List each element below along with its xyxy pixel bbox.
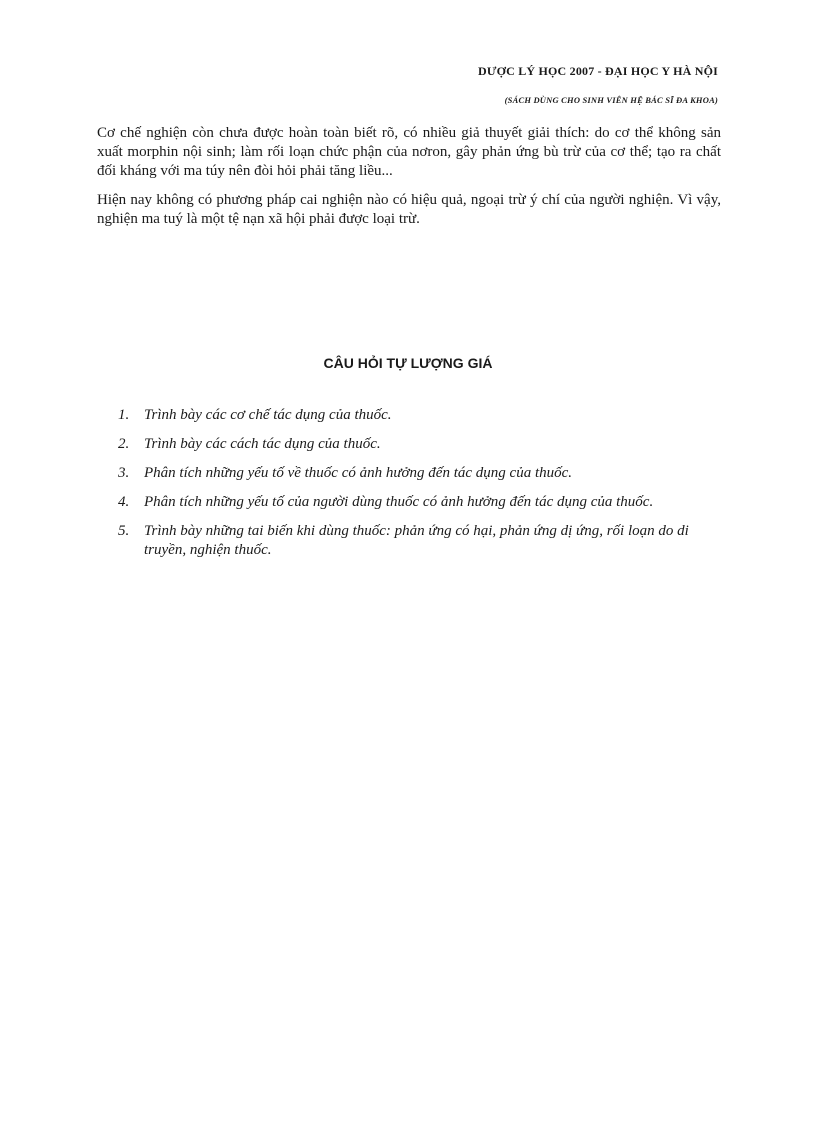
- list-item: [118, 522, 722, 560]
- header-title: DƯỢC LÝ HỌC 2007 - ĐẠI HỌC Y HÀ NỘI: [478, 64, 718, 78]
- list-item: [118, 406, 722, 425]
- list-item: [118, 464, 722, 483]
- question-number: 3.: [118, 465, 130, 481]
- question-number: 4.: [118, 494, 130, 510]
- question-list: [118, 406, 722, 570]
- question-number: 5.: [118, 523, 130, 539]
- question-text: Trình bày các cách tác dụng của thuốc.: [144, 436, 381, 452]
- page-header: [478, 64, 718, 105]
- question-text: Phân tích những yếu tố của người dùng thuốc có ảnh hưởng đến tác dụng của thuốc.: [144, 494, 654, 510]
- question-text: Trình bày các cơ chế tác dụng của thuốc.: [144, 407, 392, 423]
- section-title: CÂU HỎI TỰ LƯỢNG GIÁ: [323, 355, 493, 371]
- question-text: Phân tích những yếu tố về thuốc có ảnh hưởng đến tác dụng của thuốc.: [144, 465, 573, 481]
- paragraph-addiction-mechanism: Cơ chế nghiện còn chưa được hoàn toàn biết rõ, có nhiều giả thuyết giải thích: do cơ thể không sản xuất morphin nội sinh; làm rối loạn chức phận của nơron, gây phản ứng bù trừ của cơ thể; tạo ra chất đối kháng với ma túy nên đòi hỏi phải tăng liều...: [97, 125, 721, 179]
- paragraph-addiction-treatment: Hiện nay không có phương pháp cai nghiện nào có hiệu quả, ngoại trừ ý chí của người nghiện. Vì vậy, nghiện ma tuý là một tệ nạn xã hội phải được loại trừ.: [97, 192, 721, 227]
- question-number: 1.: [118, 407, 130, 423]
- list-item: [118, 435, 722, 454]
- list-item: [118, 493, 722, 512]
- question-text: Trình bày những tai biến khi dùng thuốc: phản ứng có hại, phản ứng dị ứng, rối loạn do di truyền, nghiện thuốc.: [144, 523, 689, 558]
- body-text: [97, 124, 721, 239]
- header-subtitle: (SÁCH DÙNG CHO SINH VIÊN HỆ BÁC SĨ ĐA KHOA): [504, 95, 718, 105]
- question-number: 2.: [118, 436, 130, 452]
